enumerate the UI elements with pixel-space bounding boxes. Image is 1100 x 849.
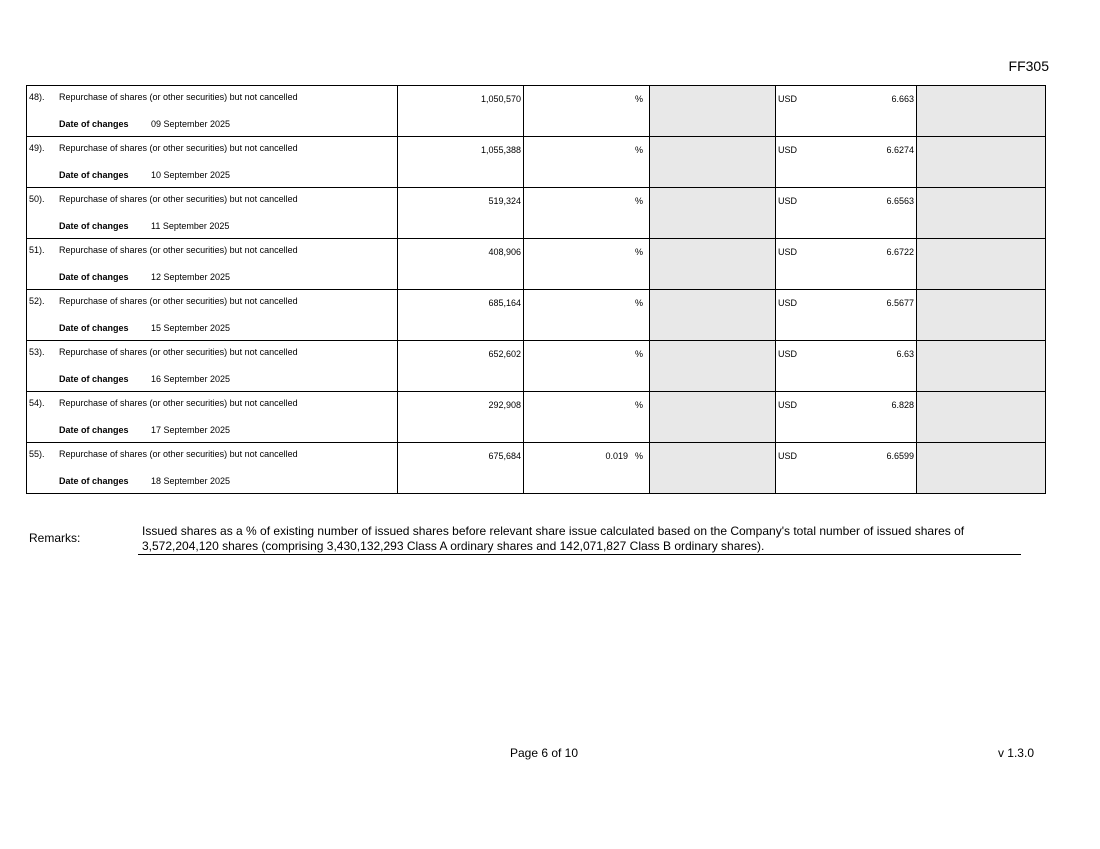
price-cell xyxy=(776,290,917,341)
shaded-cell xyxy=(650,137,776,188)
percent-cell xyxy=(524,443,650,494)
price-value: 6.663 xyxy=(891,94,914,104)
form-code: FF305 xyxy=(1008,58,1049,74)
row-description: Repurchase of shares (or other securities) but not cancelled xyxy=(59,296,298,306)
percent-cell xyxy=(524,86,650,137)
table-row xyxy=(27,239,1046,290)
currency-label: USD xyxy=(778,451,798,461)
version-label: v 1.3.0 xyxy=(997,746,1034,760)
remarks-label: Remarks: xyxy=(29,531,81,545)
date-value: 18 September 2025 xyxy=(151,476,231,486)
row-description: Repurchase of shares (or other securities) but not cancelled xyxy=(59,143,298,153)
percent-cell xyxy=(524,290,650,341)
shaded-cell xyxy=(650,392,776,443)
price-cell xyxy=(776,239,917,290)
shares-value: 652,602 xyxy=(488,349,521,359)
percent-sign: % xyxy=(634,196,643,206)
shaded-cell xyxy=(650,239,776,290)
percent-sign: % xyxy=(634,298,643,308)
price-value: 6.63 xyxy=(896,349,914,359)
description-cell xyxy=(27,86,398,137)
percent-sign: % xyxy=(634,349,643,359)
shaded-cell xyxy=(650,443,776,494)
shaded-cell xyxy=(650,188,776,239)
date-value: 15 September 2025 xyxy=(151,323,231,333)
date-label: Date of changes xyxy=(59,119,129,129)
currency-label: USD xyxy=(778,145,798,155)
date-label: Date of changes xyxy=(59,425,129,435)
shares-value: 408,906 xyxy=(488,247,521,257)
row-number: 54). xyxy=(29,398,45,408)
shares-cell xyxy=(398,239,524,290)
shaded-cell xyxy=(917,341,1046,392)
percent-sign: % xyxy=(634,145,643,155)
description-cell xyxy=(27,341,398,392)
shares-cell xyxy=(398,443,524,494)
description-cell xyxy=(27,188,398,239)
shares-cell xyxy=(398,86,524,137)
row-number: 49). xyxy=(29,143,45,153)
date-value: 16 September 2025 xyxy=(151,374,231,384)
description-cell xyxy=(27,137,398,188)
shares-value: 675,684 xyxy=(488,451,521,461)
date-label: Date of changes xyxy=(59,170,129,180)
row-description: Repurchase of shares (or other securities) but not cancelled xyxy=(59,245,298,255)
date-label: Date of changes xyxy=(59,323,129,333)
price-cell xyxy=(776,443,917,494)
shares-cell xyxy=(398,137,524,188)
price-cell xyxy=(776,137,917,188)
percent-cell xyxy=(524,392,650,443)
price-value: 6.6599 xyxy=(886,451,914,461)
currency-label: USD xyxy=(778,196,798,206)
currency-label: USD xyxy=(778,247,798,257)
description-cell xyxy=(27,443,398,494)
table-row xyxy=(27,443,1046,494)
description-cell xyxy=(27,239,398,290)
row-description: Repurchase of shares (or other securities) but not cancelled xyxy=(59,449,298,459)
row-description: Repurchase of shares (or other securities) but not cancelled xyxy=(59,194,298,204)
date-value: 11 September 2025 xyxy=(151,221,230,231)
shares-value: 1,055,388 xyxy=(480,145,521,155)
price-cell xyxy=(776,188,917,239)
page-number: Page 6 of 10 xyxy=(509,746,579,760)
row-number: 51). xyxy=(29,245,45,255)
table-row xyxy=(27,392,1046,443)
shares-cell xyxy=(398,392,524,443)
shares-cell xyxy=(398,341,524,392)
shaded-cell xyxy=(917,188,1046,239)
row-number: 55). xyxy=(29,449,45,459)
description-cell xyxy=(27,290,398,341)
table-row xyxy=(27,86,1046,137)
currency-label: USD xyxy=(778,400,798,410)
percent-cell xyxy=(524,137,650,188)
row-description: Repurchase of shares (or other securities) but not cancelled xyxy=(59,347,298,357)
date-value: 10 September 2025 xyxy=(151,170,231,180)
shaded-cell xyxy=(917,392,1046,443)
date-label: Date of changes xyxy=(59,221,129,231)
shaded-cell xyxy=(917,137,1046,188)
row-description: Repurchase of shares (or other securities) but not cancelled xyxy=(59,92,298,102)
price-cell xyxy=(776,392,917,443)
row-number: 50). xyxy=(29,194,45,204)
date-label: Date of changes xyxy=(59,476,129,486)
currency-label: USD xyxy=(778,298,798,308)
date-value: 17 September 2025 xyxy=(151,425,231,435)
percent-cell xyxy=(524,188,650,239)
date-value: 09 September 2025 xyxy=(151,119,231,129)
remarks-text: Issued shares as a % of existing number of issued shares before relevant share issue calculated based on the Company's total number of issued shares of 3,572,204,120 shares (comprising 3,430,132,293 Class A ordinary shares and 142,071,827 Class B ordinary shares). xyxy=(138,524,1021,555)
percent-sign: % xyxy=(634,400,643,410)
shares-value: 1,050,570 xyxy=(480,94,521,104)
row-number: 53). xyxy=(29,347,45,357)
price-value: 6.828 xyxy=(891,400,914,410)
table-row xyxy=(27,290,1046,341)
table-row xyxy=(27,188,1046,239)
percent-sign: % xyxy=(634,451,643,461)
shaded-cell xyxy=(917,443,1046,494)
table-row xyxy=(27,341,1046,392)
shares-value: 519,324 xyxy=(488,196,521,206)
shaded-cell xyxy=(650,290,776,341)
percent-value: 0.019 xyxy=(605,451,628,461)
currency-label: USD xyxy=(778,94,798,104)
shaded-cell xyxy=(650,86,776,137)
price-value: 6.6274 xyxy=(886,145,914,155)
repurchase-table xyxy=(26,85,1046,494)
date-label: Date of changes xyxy=(59,374,129,384)
price-value: 6.6722 xyxy=(886,247,914,257)
percent-cell xyxy=(524,341,650,392)
price-value: 6.6563 xyxy=(886,196,914,206)
price-cell xyxy=(776,341,917,392)
shares-value: 292,908 xyxy=(488,400,521,410)
shaded-cell xyxy=(917,239,1046,290)
price-cell xyxy=(776,86,917,137)
shaded-cell xyxy=(917,290,1046,341)
date-label: Date of changes xyxy=(59,272,129,282)
row-number: 48). xyxy=(29,92,45,102)
table-row xyxy=(27,137,1046,188)
row-description: Repurchase of shares (or other securities) but not cancelled xyxy=(59,398,298,408)
currency-label: USD xyxy=(778,349,798,359)
shares-cell xyxy=(398,290,524,341)
percent-sign: % xyxy=(634,94,643,104)
row-number: 52). xyxy=(29,296,45,306)
description-cell xyxy=(27,392,398,443)
price-value: 6.5677 xyxy=(886,298,914,308)
shaded-cell xyxy=(917,86,1046,137)
date-value: 12 September 2025 xyxy=(151,272,231,282)
percent-sign: % xyxy=(634,247,643,257)
percent-cell xyxy=(524,239,650,290)
shares-cell xyxy=(398,188,524,239)
shaded-cell xyxy=(650,341,776,392)
shares-value: 685,164 xyxy=(488,298,521,308)
